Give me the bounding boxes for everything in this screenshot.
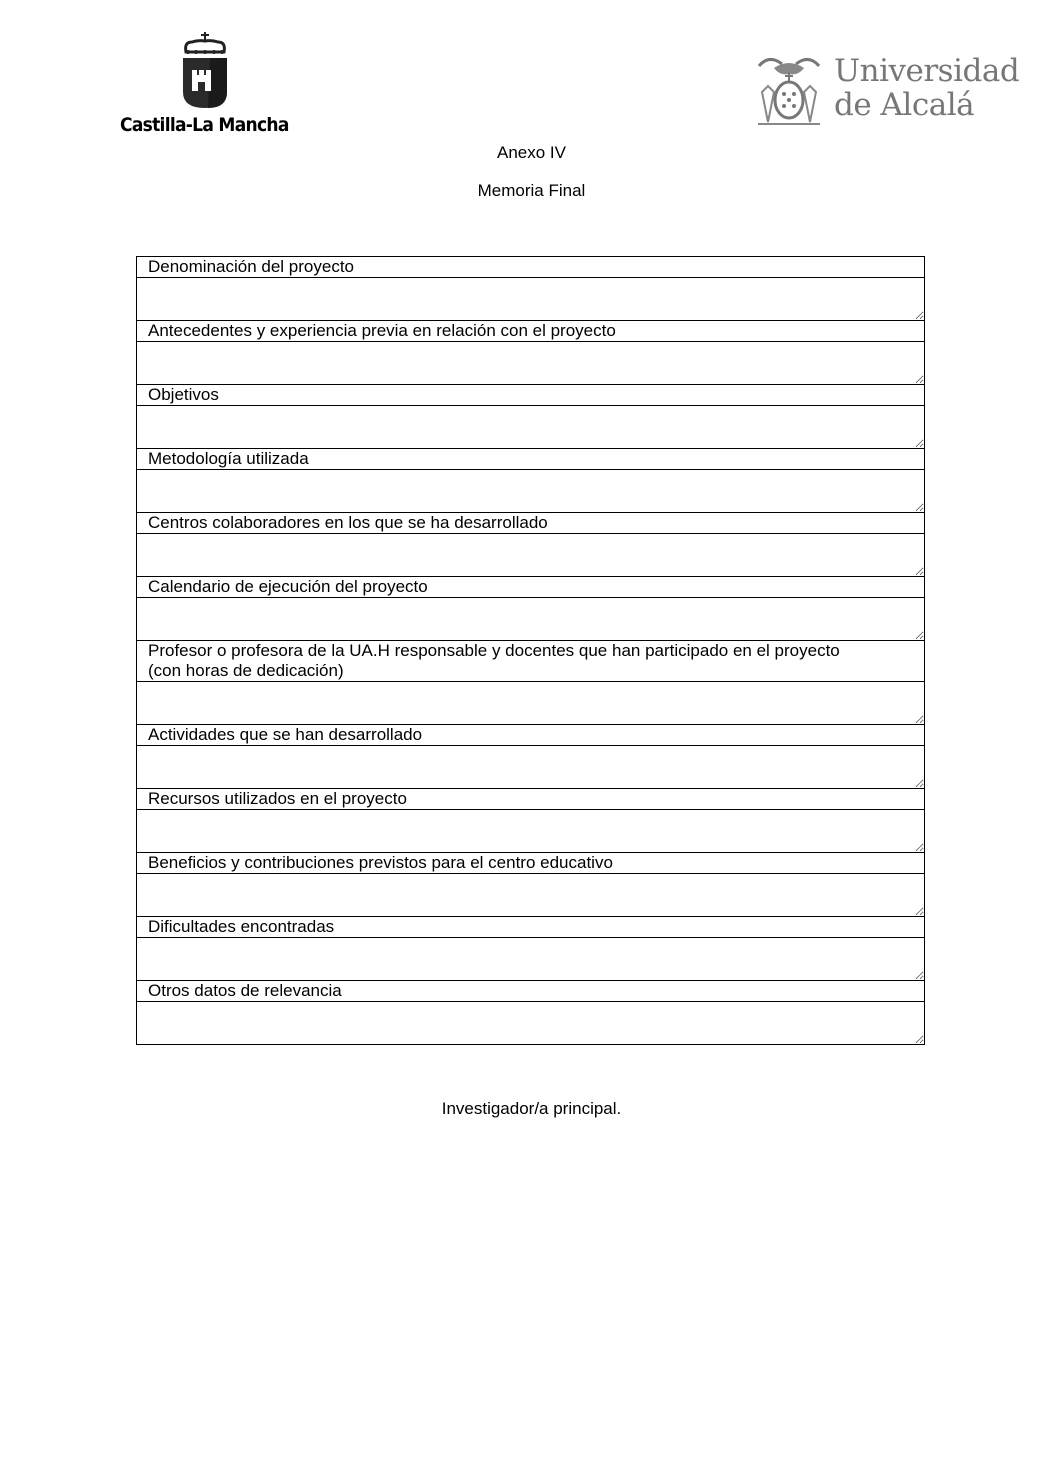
university-name-line1: Universidad [834, 53, 1020, 89]
schedule-field[interactable] [137, 598, 924, 640]
methodology-field[interactable] [137, 470, 924, 512]
section-field-cell [137, 874, 925, 917]
other-data-field[interactable] [137, 1002, 924, 1044]
section-label: Calendario de ejecución del proyecto [137, 577, 925, 598]
section-label: Otros datos de relevancia [137, 981, 925, 1002]
activities-field[interactable] [137, 746, 924, 788]
collaborating-centers-field[interactable] [137, 534, 924, 576]
section-field-cell [137, 682, 925, 725]
document-title: Memoria Final [477, 181, 586, 200]
section-label: Recursos utilizados en el proyecto [137, 789, 925, 810]
university-name-line2: de Alcalá [834, 87, 975, 123]
participants-field[interactable] [137, 682, 924, 724]
report-form-table [136, 256, 925, 1045]
section-field-cell [137, 1002, 925, 1045]
section-field-cell [137, 406, 925, 449]
benefits-field[interactable] [137, 874, 924, 916]
project-name-field[interactable] [137, 278, 924, 320]
section-label: Centros colaboradores en los que se ha desarrollado [137, 513, 925, 534]
castilla-la-mancha-logo-text: Castilla-La Mancha [120, 114, 289, 136]
university-name [834, 54, 1019, 122]
section-field-cell [137, 938, 925, 981]
section-label-line2: (con horas de dedicación) [148, 661, 344, 680]
university-seal-icon [754, 52, 824, 128]
background-experience-field[interactable] [137, 342, 924, 384]
annex-label: Anexo IV [497, 143, 566, 162]
castle-crest-icon [180, 30, 232, 110]
section-label: Metodología utilizada [137, 449, 925, 470]
section-field-cell [137, 810, 925, 853]
section-label: Dificultades encontradas [137, 917, 925, 938]
section-field-cell [137, 534, 925, 577]
section-field-cell [137, 278, 925, 321]
section-label-line1: Profesor o profesora de la UA.H responsable y docentes que han participado en el proyecto [148, 641, 840, 660]
section-label: Denominación del proyecto [137, 257, 925, 278]
resources-field[interactable] [137, 810, 924, 852]
section-label [137, 641, 925, 682]
section-label: Objetivos [137, 385, 925, 406]
objectives-field[interactable] [137, 406, 924, 448]
section-label: Beneficios y contribuciones previstos para el centro educativo [137, 853, 925, 874]
difficulties-field[interactable] [137, 938, 924, 980]
section-field-cell [137, 746, 925, 789]
signature-label: Investigador/a principal. [441, 1099, 622, 1118]
castilla-la-mancha-logo [120, 30, 292, 140]
section-label: Actividades que se han desarrollado [137, 725, 925, 746]
universidad-de-alcala-logo [754, 52, 1020, 132]
section-field-cell [137, 470, 925, 513]
section-field-cell [137, 598, 925, 641]
section-field-cell [137, 342, 925, 385]
section-label: Antecedentes y experiencia previa en relación con el proyecto [137, 321, 925, 342]
